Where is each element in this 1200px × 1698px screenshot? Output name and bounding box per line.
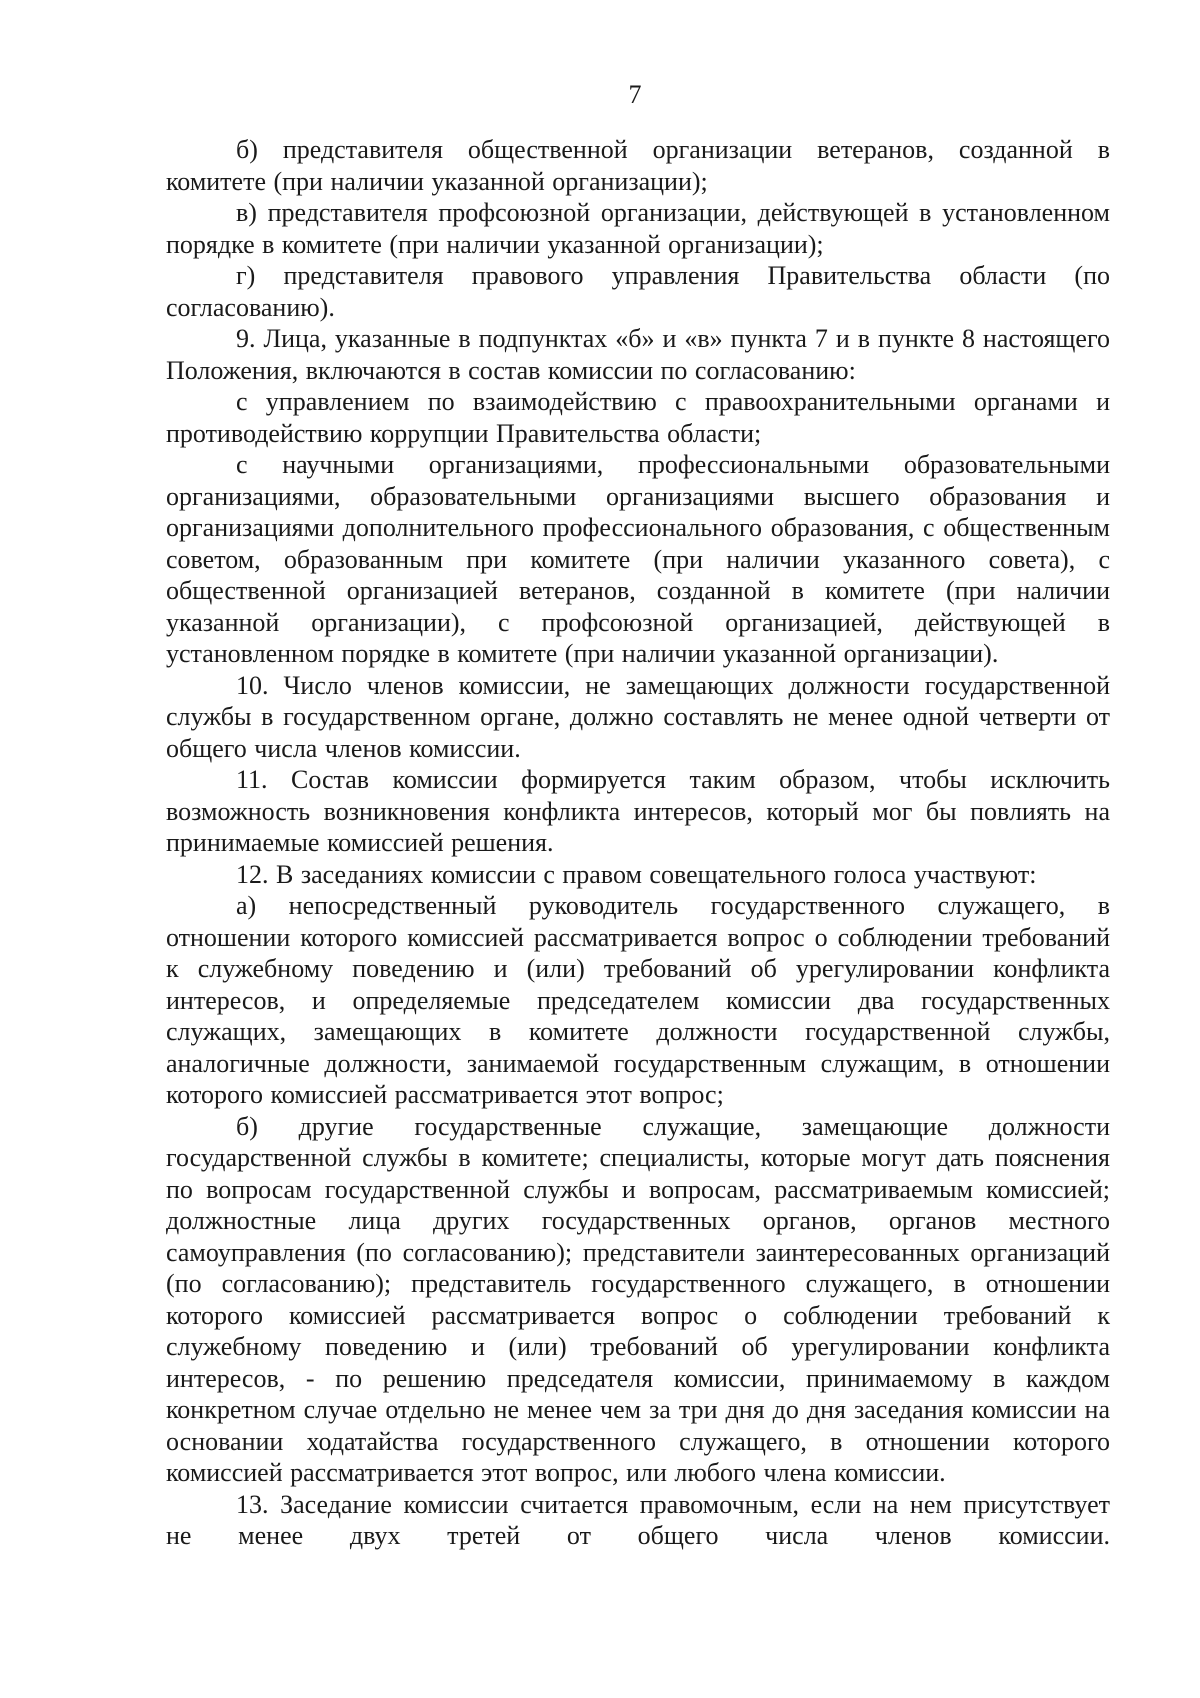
- paragraph-8v: в) представителя профсоюзной организации, действующей в установленном порядке в комитете (при наличии указанной организации);: [166, 198, 1110, 259]
- paragraph-9: 9. Лица, указанные в подпунктах «б» и «в» пункта 7 и в пункте 8 настоящего Положения, включаются в состав комиссии по согласованию:: [166, 324, 1110, 385]
- page-number: 7: [628, 80, 642, 109]
- paragraph-10: 10. Число членов комиссии, не замещающих должности государственной службы в государственном органе, должно составлять не менее одной четверти от общего числа членов комиссии.: [166, 670, 1110, 763]
- paragraph-12: 12. В заседаниях комиссии с правом совещательного голоса участвуют:: [236, 859, 1037, 889]
- paragraph-9-law-enforcement: с управлением по взаимодействию с правоохранительными органами и противодействию коррупции Правительства области;: [166, 387, 1110, 448]
- paragraph-8b: б) представителя общественной организации ветеранов, созданной в комитете (при наличии указанной организации);: [166, 135, 1110, 196]
- paragraph-11: 11. Состав комиссии формируется таким образом, чтобы исключить возможность возникновения конфликта интересов, который мог бы повлиять на принимаемые комиссией решения.: [166, 765, 1110, 857]
- document-body: [166, 134, 1110, 1552]
- paragraph-13: 13. Заседание комиссии считается правомочным, если на нем присутствует не менее двух третей от общего числа членов комиссии.: [166, 1489, 1110, 1550]
- paragraph-9-organizations: с научными организациями, профессиональными образовательными организациями, образовательными организациями высшего образования и организациями дополнительного профессионального образования, с общественным советом, образованным при комитете (при наличии указанного совета), с общественной организацией ветеранов, созданной в комитете (при наличии указанной организации), с профсоюзной организацией, действующей в установленном порядке в комитете (при наличии указанной организации).: [166, 450, 1110, 668]
- paragraph-12b: б) другие государственные служащие, замещающие должности государственной службы в комитете; специалисты, которые могут дать пояснения по вопросам государственной службы и вопросам, рассматриваемым комиссией; должностные лица других государственных органов, органов местного самоуправления (по согласованию); представители заинтересованных организаций (по согласованию); представитель государственного служащего, в отношении которого комиссией рассматривается вопрос о соблюдении требований к служебному поведению и (или) требований об урегулировании конфликта интересов, - по решению председателя комиссии, принимаемому в каждом конкретном случае отдельно не менее чем за три дня до дня заседания комиссии на основании ходатайства государственного служащего, в отношении которого комиссией рассматривается этот вопрос, или любого члена комиссии.: [166, 1111, 1110, 1487]
- paragraph-8g: г) представителя правового управления Правительства области (по согласованию).: [166, 261, 1110, 322]
- paragraph-12a: а) непосредственный руководитель государственного служащего, в отношении которого комиссией рассматривается вопрос о соблюдении требований к служебному поведению и (или) требований об урегулировании конфликта интересов, и определяемые председателем комиссии два государственных служащих, замещающих в комитете должности государственной службы, аналогичные должности, занимаемой государственным служащим, в отношении которого комиссией рассматривается этот вопрос;: [166, 891, 1110, 1109]
